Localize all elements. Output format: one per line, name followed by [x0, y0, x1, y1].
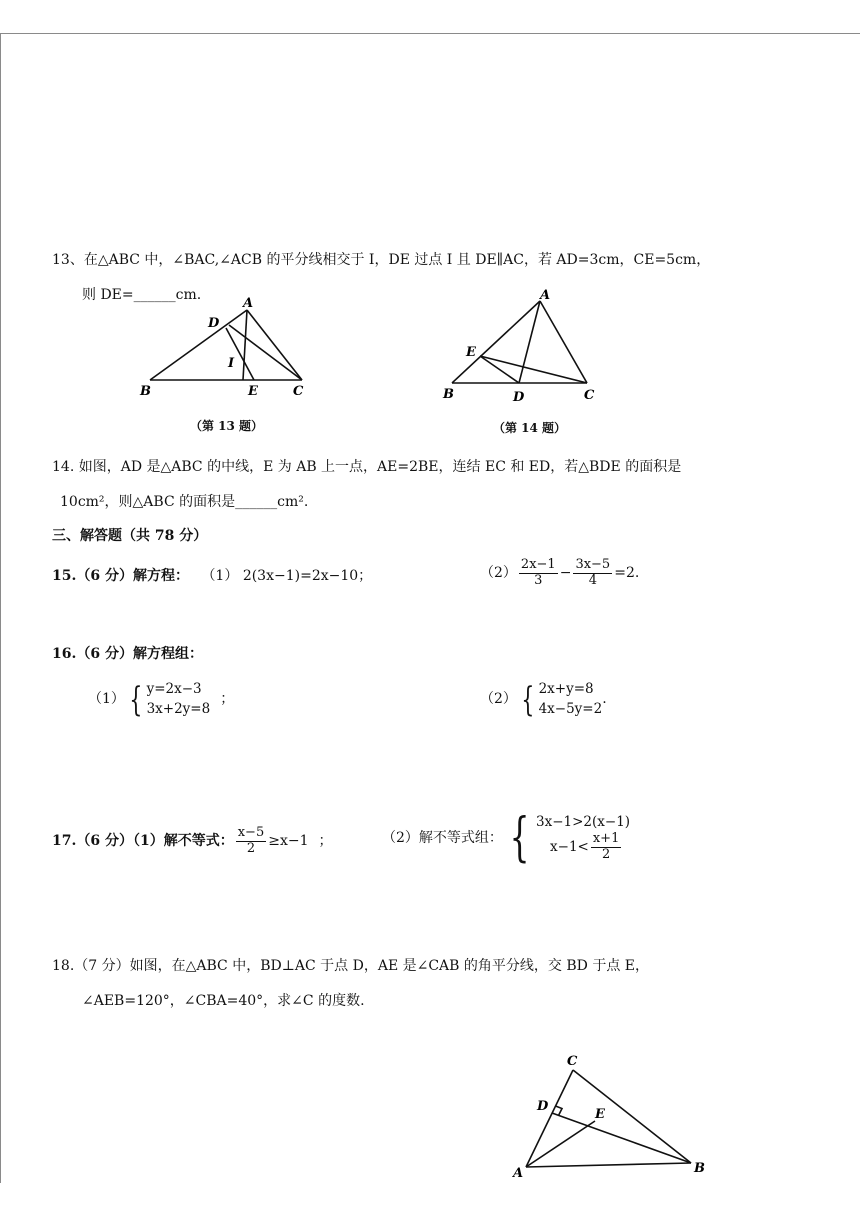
q16-part2: [480, 680, 607, 719]
q16-part1-eq2: 3x+2y=8: [146, 700, 211, 717]
q17-ineq2-left: x−1<: [550, 839, 589, 855]
q18-label-a: A: [513, 1166, 524, 1181]
q14-label-c: C: [584, 388, 595, 403]
q15-fraction-2: [573, 558, 612, 589]
q13-figure: [130, 292, 320, 402]
q17-part2-label: （2）解不等式组：: [382, 829, 503, 846]
q14-figure: [440, 285, 610, 410]
q18-line1: 18.（7 分）如图，在△ABC 中，BD⊥AC 于点 D，AE 是∠CAB 的角平分线，交 BD 于点 E，: [52, 958, 649, 974]
q14-segment-ed: [480, 356, 519, 383]
page-top-border: [0, 33, 860, 34]
q15-minus-sign: −: [559, 565, 572, 582]
q17-system-brace: {: [509, 808, 530, 868]
q17-ineq2-denominator: 2: [601, 847, 611, 863]
q18-side-cb: [573, 1070, 691, 1163]
q13-label-d: D: [208, 316, 220, 331]
q15-part2-label: （2）: [480, 565, 517, 582]
q14-label-a: A: [540, 288, 551, 303]
q13-label-a: A: [243, 296, 254, 311]
q16-part1-brace: {: [129, 679, 143, 720]
q18-label-e: E: [595, 1107, 605, 1122]
q15-label: 15.（6 分）解方程：: [52, 568, 189, 584]
q17-part1: [52, 826, 332, 857]
q17-fraction: [236, 826, 267, 857]
q17-ineq2-fraction: [591, 832, 622, 863]
q16-part1-eq1: y=2x−3: [146, 681, 202, 697]
q14-caption: （第 14 题）: [493, 421, 567, 435]
q13-label-b: B: [140, 384, 151, 399]
q17-label: 17.（6 分）（1）解不等式：: [52, 833, 234, 850]
q17-frac-numerator: x−5: [237, 825, 265, 840]
q13-label-c: C: [293, 384, 304, 399]
q14-line2: 10cm²，则△ABC 的面积是______cm².: [60, 494, 309, 510]
q15-rhs: =2.: [614, 565, 640, 582]
q18-side-ab: [526, 1163, 691, 1167]
q16-part2-end: .: [602, 691, 607, 708]
q13-label-i: I: [228, 356, 235, 371]
q15-frac1-denominator: 3: [534, 572, 543, 588]
q16-label: 16.（6 分）解方程组：: [52, 646, 203, 662]
q16-part2-eq2: 4x−5y=2: [538, 700, 603, 717]
q13-label-e: E: [248, 384, 258, 399]
q15-frac2-numerator: 3x−5: [575, 557, 611, 572]
q14-line1: 14. 如图，AD 是△ABC 的中线，E 为 AB 上一点，AE=2BE，连结 EC 和 ED，若△BDE 的面积是: [52, 459, 682, 475]
q16-part1-end: ；: [220, 691, 235, 708]
q17-ineq2-numerator: x+1: [592, 831, 620, 847]
q17-system: [536, 813, 630, 863]
q18-figure: [505, 1048, 720, 1183]
q14-label-e: E: [466, 345, 476, 360]
q15-fraction-1: [519, 558, 558, 589]
q14-segment-ec: [480, 356, 587, 383]
q17-frac-denominator: 2: [246, 840, 256, 856]
q17-rhs: ≥x−1: [268, 833, 309, 850]
q16-part2-eq1: 2x+y=8: [538, 681, 594, 697]
q15-frac2-denominator: 4: [588, 572, 597, 588]
q14-side-ac: [540, 301, 587, 383]
q18-label-d: D: [537, 1099, 549, 1114]
q13-bisector-a: [243, 310, 247, 380]
q16-part2-brace: {: [521, 679, 535, 720]
q16-part1: [88, 680, 234, 719]
q15-part1-end: ；: [358, 568, 373, 584]
q17-inequality-2: [550, 832, 630, 863]
q17-inequality-1: 3x−1>2(x−1): [536, 813, 631, 830]
q15-frac1-numerator: 2x−1: [520, 557, 556, 572]
q15-part2: [480, 558, 639, 589]
q17-part1-end: ；: [318, 833, 333, 850]
q17-part2: [382, 808, 631, 868]
section3-heading: 三、解答题（共 78 分）: [52, 528, 208, 544]
q16-part1-system: [147, 680, 211, 719]
q18-line2: ∠AEB=120°，∠CBA=40°，求∠C 的度数.: [82, 993, 365, 1009]
q18-label-c: C: [567, 1054, 578, 1069]
q15-part1: [52, 568, 372, 585]
page-left-border: [0, 33, 1, 1183]
q13-line1: 13、在△ABC 中，∠BAC,∠ACB 的平分线相交于 I，DE 过点 I 且 DE∥AC，若 AD=3cm，CE=5cm，: [52, 252, 711, 268]
q16-part2-system: [539, 680, 603, 719]
q16-part2-label: （2）: [480, 691, 517, 708]
q15-part1-equation: 2(3x−1)=2x−10: [242, 568, 359, 584]
q14-side-ab: [452, 301, 540, 383]
q14-label-b: B: [443, 387, 454, 402]
q13-caption: （第 13 题）: [190, 419, 264, 433]
q13-line2: 则 DE=______cm.: [82, 287, 202, 303]
q16-part1-label: （1）: [88, 691, 125, 708]
q15-part1-label: （1）: [201, 568, 239, 584]
q14-label-d: D: [513, 390, 525, 405]
q18-label-b: B: [694, 1161, 705, 1176]
q13-segment-de: [226, 328, 254, 380]
q18-altitude-bd: [552, 1113, 691, 1163]
